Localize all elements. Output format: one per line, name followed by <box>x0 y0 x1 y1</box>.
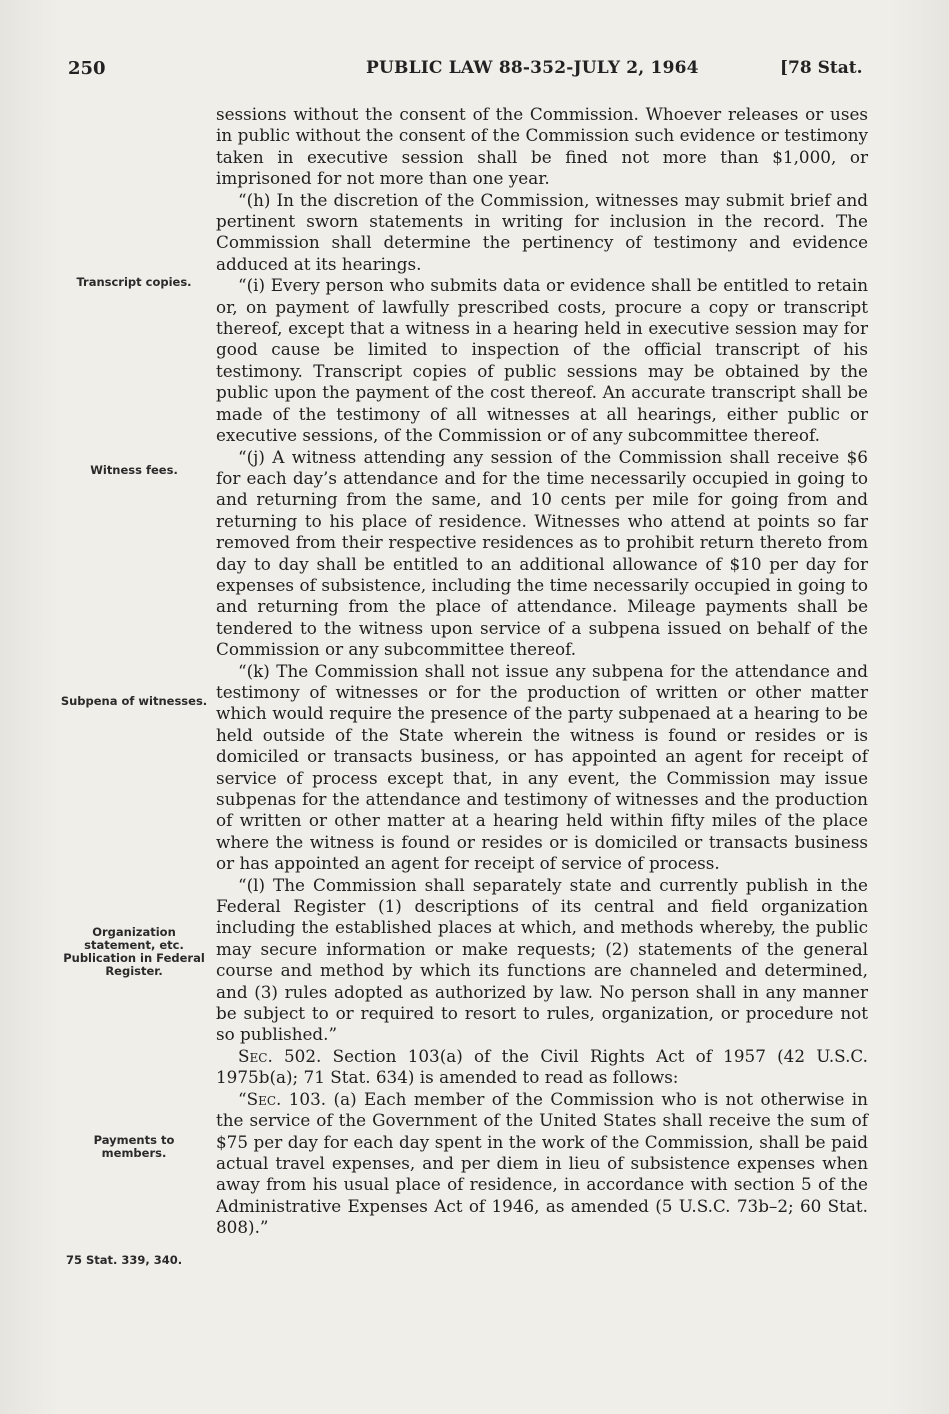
paragraph-h: “(h) In the discretion of the Commission, witnesses may submit brief and pertinent sworn statements in writing for inclusion in the record. The Commission shall determine the pertinency of testimony and evidence adduced at its hearings. <box>216 189 868 274</box>
margin-note-witness-fees: Witness fees. <box>90 463 178 477</box>
margin-note-subpena-of-witnesses: Subpena of witnesses. <box>60 694 208 708</box>
sec-103-text: (a) Each member of the Commission who is not otherwise in the service of the Government of the United States shall receive the sum of $75 per day for each day spent in the work of the Commission, shall be paid actual travel expenses, and per diem in lieu of subsistence expenses when away from his usual place of residence, in accordance with section 5 of the Administrative Expenses Act of 1946, as amended (5 U.S.C. 73b–2; 60 Stat. 808).” <box>216 1088 868 1238</box>
sec-502-label: Sec. 502. <box>238 1045 322 1066</box>
paragraph-sec-502 <box>216 1046 868 1089</box>
margin-note-organization-statement: Organization statement, etc. Publication in Federal Register. <box>63 925 205 978</box>
paragraph-k: “(k) The Commission shall not issue any subpena for the attendance and testimony of witnesses or for the production of written or other matter which would require the presence of the party subpenaed at a hearing to be held outside of the State wherein the witness is found or resides or is domiciled or transacts business, or has appointed an agent for receipt of service of process except that, in any event, the Commission may issue subpenas for the attendance and testimony of witnesses and the production of written or other matter at a hearing held within fifty miles of the place where the witness is found or resides or is domiciled or transacts business or has appointed an agent for receipt of service of process. <box>216 660 868 874</box>
margin-note-payments-to-members: Payments to members. <box>93 1133 175 1160</box>
page-header <box>0 58 949 88</box>
page-number: 250 <box>68 58 106 79</box>
margin-note-transcript-copies: Transcript copies. <box>76 275 192 289</box>
paragraph-j: “(j) A witness attending any session of the Commission shall receive $6 for each day’s attendance and for the time necessarily occupied in going to and returning from the same, and 10 cents per mile for going from and returning to his place of residence. Witnesses who attend at points so far removed from their respective residences as to prohibit return thereto from day to day shall be entitled to an additional allowance of $10 per day for expenses of subsistence, including the time necessarily occupied in going to and returning from the place of attendance. Mileage payments shall be tendered to the witness upon service of a subpena issued on behalf of the Commission or any subcommittee thereof. <box>216 446 868 660</box>
margin-note-stat-citation: 75 Stat. 339, 340. <box>66 1253 183 1267</box>
paragraph-i: “(i) Every person who submits data or evidence shall be entitled to retain or, on payment of lawfully prescribed costs, procure a copy or transcript thereof, except that a witness in a hearing held in executive session may for good cause be limited to inspection of the official transcript of his testimony. Transcript copies of public sessions may be obtained by the public upon the payment of the cost thereof. An accurate transcript shall be made of the testimony of all witnesses at all hearings, either public or executive sessions, of the Commission or of any subcommittee thereof. <box>216 275 868 446</box>
paragraph-sec-103 <box>216 1089 868 1239</box>
volume-reference: [78 Stat. <box>780 58 863 78</box>
body-text <box>216 104 868 1239</box>
paragraph-l: “(l) The Commission shall separately state and currently publish in the Federal Register (1) descriptions of its central and field organization including the established places at which, and methods whereby, the public may secure information or make requests; (2) statements of the general course and method by which its functions are channeled and determined, and (3) rules adopted as authorized by law. No person shall in any manner be subject to or required to resort to rules, organization, or procedure not so published.” <box>216 874 868 1045</box>
sec-502-text: Section 103(a) of the Civil Rights Act of 1957 (42 U.S.C. 1975b(a); 71 Stat. 634) is amended to read as follows: <box>216 1045 868 1088</box>
sec-103-label: “Sec. 103. <box>238 1088 327 1109</box>
paragraph-continuation: sessions without the consent of the Commission. Whoever releases or uses in public without the consent of the Commission such evidence or testimony taken in executive session shall be fined not more than $1,000, or imprisoned for not more than one year. <box>216 104 868 189</box>
running-title: PUBLIC LAW 88-352-JULY 2, 1964 <box>366 58 699 78</box>
